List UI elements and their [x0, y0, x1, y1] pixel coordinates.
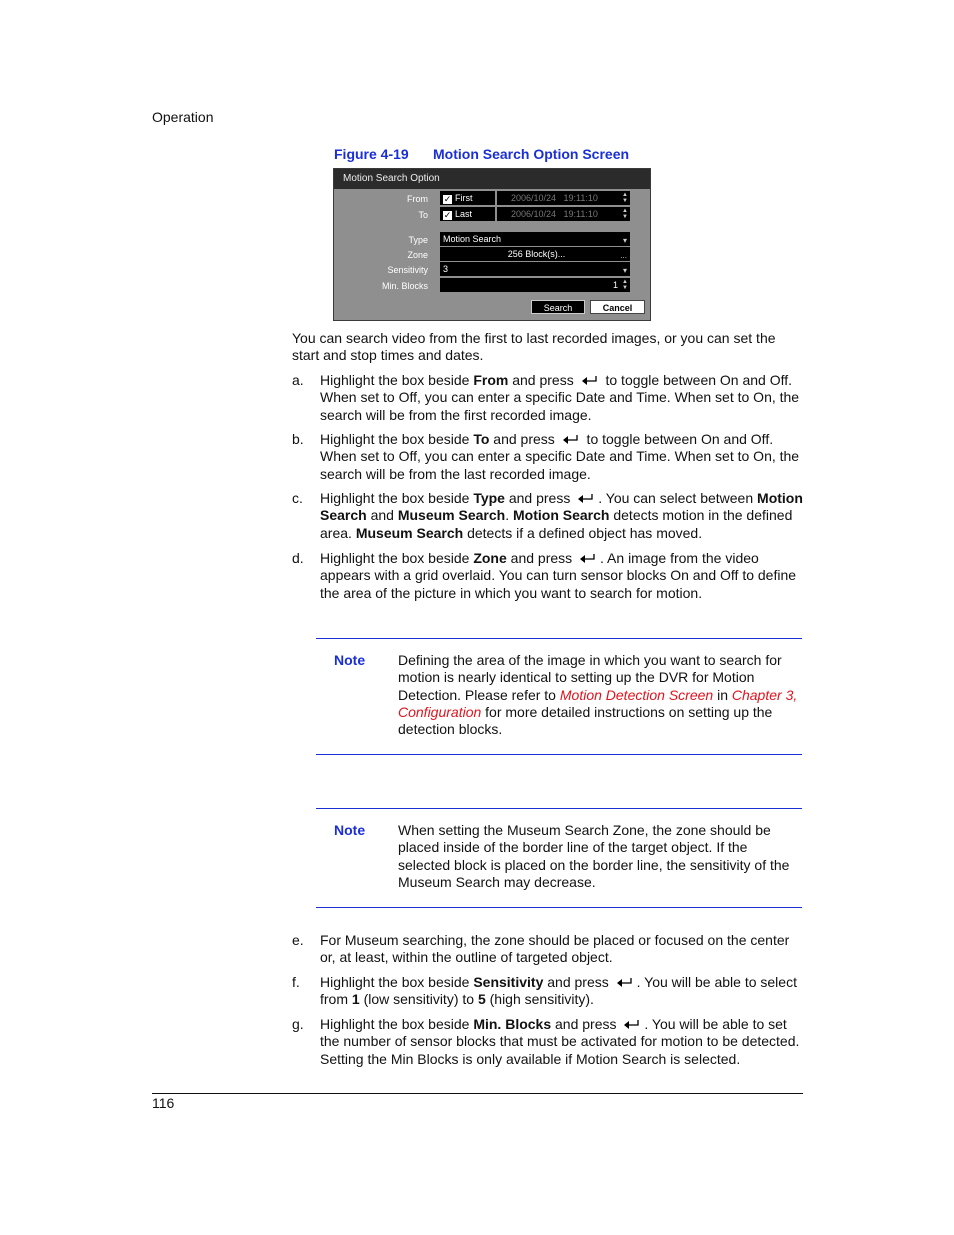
screen-title: Motion Search Option [334, 169, 650, 189]
type-value: Motion Search [443, 234, 502, 244]
motion-detection-screen-link[interactable]: Motion Detection Screen [559, 686, 714, 703]
text: . An image from the video appears with a grid overlaid. You can turn sensor blocks On and Off to define the area of the picture in which you want to search for motion. [320, 550, 797, 601]
note-top-rule [316, 638, 802, 639]
text: and press [508, 372, 574, 388]
item-letter: f. [292, 974, 300, 990]
list-item [320, 550, 806, 602]
figure-title: Motion Search Option Screen [433, 146, 630, 162]
text: detects motion in the defined area. [320, 507, 793, 541]
enter-key-icon [577, 493, 595, 504]
text: . [505, 507, 513, 524]
to-last-toggle[interactable] [440, 207, 495, 221]
to-label: To [418, 210, 428, 220]
from-datetime-field[interactable] [497, 191, 630, 205]
from-first-label: First [455, 193, 473, 203]
to-last-label: Last [455, 209, 473, 219]
text: Highlight the box beside [320, 431, 474, 447]
list-item [320, 490, 806, 542]
note-label: Note [334, 652, 366, 668]
bold-term: To [473, 431, 490, 447]
enter-key-icon [623, 1019, 641, 1030]
enter-key-icon [579, 553, 597, 564]
checkbox-check-icon: ✓ [443, 210, 452, 220]
list-item [320, 431, 806, 483]
item-letter: e. [292, 932, 304, 948]
search-button[interactable]: Search [531, 300, 585, 314]
text: (low sensitivity) to [359, 991, 478, 1008]
min-blocks-label: Min. Blocks [381, 281, 428, 291]
note-text: When setting the Museum Search Zone, the zone should be placed inside of the border line of the target object. If the selected block is placed on the border line, the sensitivity of the Museum Search may decrease. [398, 822, 790, 890]
cancel-button[interactable]: Cancel [590, 300, 645, 314]
intro-paragraph: You can search video from the first to last recorded images, or you can set the start and stop times and dates. [292, 330, 776, 364]
sensitivity-dropdown[interactable] [440, 262, 630, 276]
item-letter: c. [292, 490, 303, 506]
motion-search-option-screen [333, 168, 651, 321]
text: Highlight the box beside [320, 550, 474, 566]
text: . You will be able to select from [320, 974, 797, 1008]
figure-number: Figure 4-19 [334, 146, 409, 162]
bold-term: Min. Blocks [473, 1016, 552, 1032]
running-header: Operation [152, 109, 214, 125]
text: and press [504, 490, 571, 506]
from-label: From [407, 194, 428, 204]
item-letter: d. [292, 550, 304, 566]
item-letter: b. [292, 431, 304, 447]
text: Highlight the box beside [320, 1016, 474, 1032]
text: for more detailed instructions on setting up the detection blocks. [398, 703, 773, 738]
note-label: Note [334, 822, 366, 838]
list-item [320, 1016, 806, 1068]
note-bottom-rule [316, 907, 802, 908]
enter-key-icon [616, 977, 634, 988]
bold-term: Zone [473, 550, 507, 566]
bold-term: Museum Search [397, 507, 506, 524]
zone-field[interactable] [440, 247, 630, 261]
zone-more-indicator: ... [620, 251, 627, 260]
dropdown-arrow-icon: ▾ [622, 236, 627, 245]
item-letter: a. [292, 372, 304, 388]
text: and [366, 507, 398, 524]
bold-term: Motion Search [320, 490, 803, 524]
text: and press [506, 550, 573, 566]
to-datetime-value: 2006/10/24 19:11:10 [511, 209, 598, 219]
note-bottom-rule [316, 754, 802, 755]
to-datetime-field[interactable] [497, 207, 630, 221]
spinner-arrows-icon: ▲ ▼ [622, 208, 628, 220]
chapter-3-configuration-link[interactable]: Chapter 3, Configuration [398, 686, 798, 720]
note-text [398, 652, 803, 738]
figure-caption [334, 146, 629, 162]
text: . You will be able to set the number of sensor blocks that must be activated for motion to be detected. Setting the Min Blocks is only available if Motion Search is selected. [320, 1016, 800, 1067]
min-blocks-spinner[interactable] [440, 278, 630, 292]
bold-term: 5 [477, 991, 486, 1008]
text: and press [489, 431, 555, 447]
enter-key-icon [581, 375, 599, 386]
text: and press [551, 1016, 617, 1032]
text: . You can select between [598, 490, 758, 506]
from-datetime-value: 2006/10/24 19:11:10 [511, 193, 598, 203]
enter-key-icon [562, 434, 580, 445]
zone-label: Zone [407, 250, 428, 260]
text: in [713, 686, 732, 703]
from-first-toggle[interactable] [440, 191, 495, 205]
text: to toggle between On and Off. When set to Off, you can enter a specific Date and Time. When set to On, the search will be from the first recorded image. [320, 372, 800, 423]
note-top-rule [316, 808, 802, 809]
min-blocks-value: 1 [612, 280, 618, 290]
type-dropdown[interactable] [440, 232, 630, 246]
text: (high sensitivity). [485, 991, 594, 1008]
bold-term: 1 [351, 991, 360, 1008]
footer-rule [152, 1093, 803, 1094]
text: to toggle between On and Off. When set to Off, you can enter a specific Date and Time. When set to On, the search will be from the last recorded image. [320, 431, 800, 482]
spinner-arrows-icon: ▲ ▼ [622, 279, 628, 291]
bold-term: From [473, 372, 509, 388]
text: detects if a defined object has moved. [463, 524, 703, 541]
bold-term: Type [473, 490, 505, 506]
text: Defining the area of the image in which you want to search for motion is nearly identical to setting up the DVR for Motion Detection. Please refer to [398, 652, 782, 703]
item-letter: g. [292, 1016, 304, 1032]
type-label: Type [408, 235, 428, 245]
zone-value: 256 Block(s)... [507, 249, 566, 259]
sensitivity-label: Sensitivity [387, 265, 428, 275]
bold-term: Motion Search [513, 507, 610, 524]
checkbox-check-icon: ✓ [443, 194, 452, 204]
text: Highlight the box beside [320, 372, 474, 388]
page-number: 116 [152, 1095, 175, 1111]
text: Highlight the box beside [320, 490, 474, 506]
list-item [320, 974, 806, 1009]
sensitivity-value: 3 [443, 264, 449, 274]
spinner-arrows-icon: ▲ ▼ [622, 192, 628, 204]
list-item [320, 372, 806, 424]
text: Highlight the box beside [320, 974, 474, 990]
bold-term: Sensitivity [473, 974, 544, 990]
dropdown-arrow-icon: ▾ [622, 266, 627, 275]
list-item: For Museum searching, the zone should be placed or focused on the center or, at least, within the outline of targeted object. [320, 932, 790, 966]
bold-term: Museum Search [355, 524, 464, 541]
text: and press [543, 974, 609, 990]
